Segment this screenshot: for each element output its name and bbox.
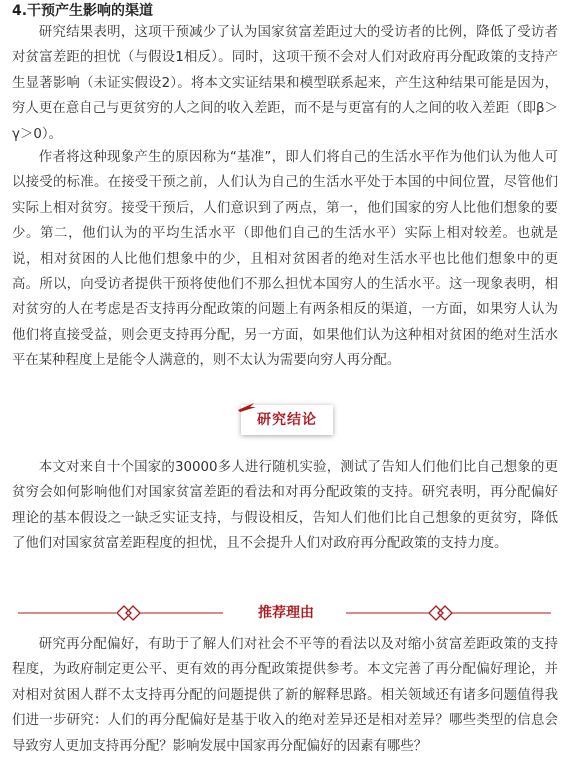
diamond-ornament-left-icon (117, 606, 140, 620)
paragraph-benchmark: 作者将这种现象产生的原因称为“基准”，即人们将自己的生活水平作为他们认为他人可以接受的标准。在接受干预之前，人们认为自己的生活水平处于本国的中间位置，尽管他们实际上相对贫穷。接受干预后，人们意识到了两点，第一，他们国家的穷人比他们想象的要少。第二，他们认为的平均生活水平（即他们自己的生活水平）实际上相对较差。也就是说，相对贫困的人比他们想象中的少，且相对贫困者的绝对生活水平也比他们想象中的更高。所以，向受访者提供干预将使他们不那么担忧本国穷人的生活水平。这一现象表明，相对贫穷的人在考虑是否支持再分配政策的问题上有两条相反的渠道，一方面，如果穷人认为他们将直接受益，则会更支持再分配，另一方面，如果他们认为这种相对贫困的绝对生活水平在某种程度上是能令人满意的，则不太认为需要向穷人再分配。 (12, 150, 558, 369)
diamond-ornament-right-icon (429, 606, 452, 620)
paragraph-recommendation: 研究再分配偏好，有助于了解人们对社会不平等的看法以及对缩小贫富差距政策的支持程度，为政府制定更公平、更有效的再分配政策提供参考。本文完善了再分配偏好理论，并对相对贫困人群不太支持再分配的问题提供了新的解释思路。相关领域还有诸多问题值得我们进一步研究：人们的再分配偏好是基于收入的绝对差异还是相对差异？哪些类型的信息会导致穷人更加支持再分配？影响发展中国家再分配偏好的因素有哪些？ (12, 637, 558, 754)
paragraph-conclusion: 本文对来自十个国家的30000多人进行随机实验，测试了告知人们他们比自己想象的更贫穷会如何影响他们对国家贫富差距的看法和对再分配政策的支持。研究表明，再分配偏好理论的基本假设之一缺乏实证支持，与假设相反，告知人们他们比自己想象的更贫穷，降低了他们对国家贫富差距程度的担忧，且不会提升人们对政府再分配政策的支持力度。 (12, 460, 558, 552)
section-heading: 4.干预产生影响的渠道 (12, 3, 154, 19)
paragraph-results: 研究结果表明，这项干预减少了认为国家贫富差距过大的受访者的比例，降低了受访者对贫富差距的担忧（与假设1相反）。同时，这项干预不会对人们对政府再分配政策的支持产生显著影响（未证实假设2）。将本文实证结果和模型联系起来，产生这种结果可能是因为，穷人更在意自己与更贫穷的人之间的收入差距，而不是与更富有的人之间的收入差距（即β＞γ＞0）。 (12, 25, 558, 142)
recommendation-title: 推荐理由 (258, 605, 314, 621)
conclusion-badge (236, 401, 336, 437)
badge-label: 研究结论 (257, 412, 317, 428)
